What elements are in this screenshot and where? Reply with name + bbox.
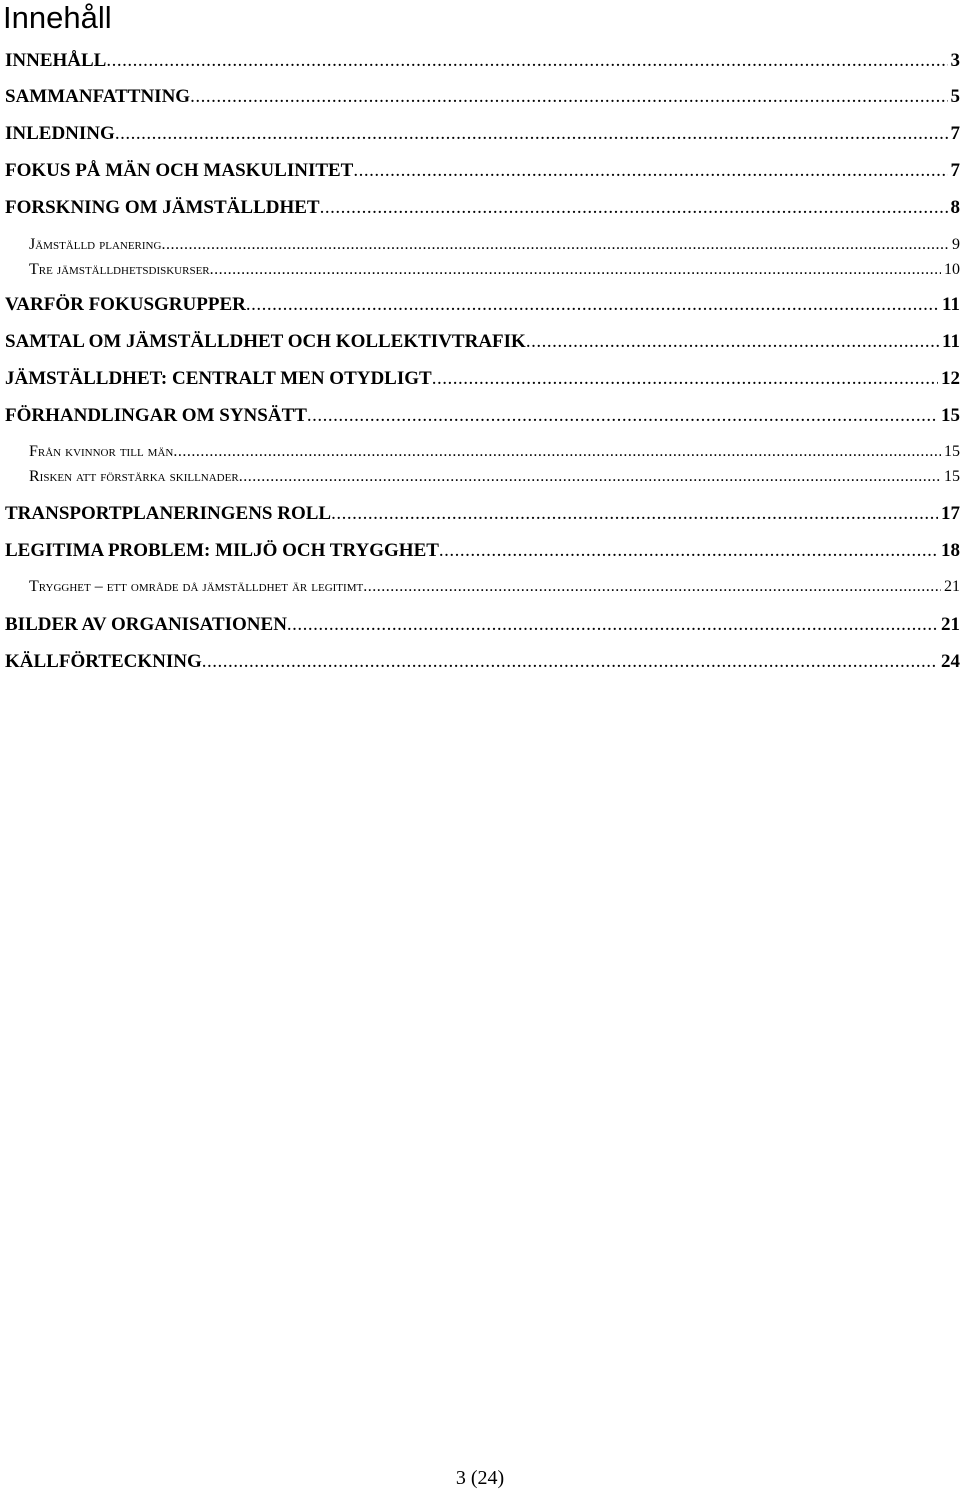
toc-entry-page: 7 <box>950 160 960 181</box>
toc-leader-dots <box>432 368 938 390</box>
toc-entry-label: LEGITIMA PROBLEM: MILJÖ OCH TRYGGHET <box>5 540 439 561</box>
toc-entry[interactable] <box>5 86 960 108</box>
toc-entry[interactable] <box>5 294 960 316</box>
page-heading: Innehåll <box>3 0 112 35</box>
toc-entry[interactable] <box>5 50 960 72</box>
toc-entry-label: FOKUS PÅ MÄN OCH MASKULINITET <box>5 160 354 181</box>
toc-entry-label: BILDER AV ORGANISATIONEN <box>5 614 287 635</box>
toc-entry-label: FÖRHANDLINGAR OM SYNSÄTT <box>5 405 307 426</box>
toc-entry[interactable] <box>5 160 960 182</box>
toc-entry-page: 18 <box>941 540 960 561</box>
toc-leader-dots <box>239 468 941 486</box>
toc-entry[interactable] <box>5 405 960 427</box>
toc-entry-page: 15 <box>944 468 960 485</box>
toc-entry-page: 21 <box>941 614 960 635</box>
toc-entry-label: Risken att förstärka skillnader <box>29 468 239 485</box>
toc-entry[interactable] <box>5 503 960 525</box>
toc-leader-dots <box>190 86 947 108</box>
toc-leader-dots <box>353 160 947 182</box>
toc-leader-dots <box>363 578 941 596</box>
toc-entry-page: 5 <box>950 86 960 107</box>
toc-entry-page: 15 <box>944 443 960 460</box>
toc-subentry[interactable] <box>29 261 960 279</box>
toc-entry-page: 8 <box>950 197 960 218</box>
toc-leader-dots <box>526 331 939 353</box>
toc-entry-page: 24 <box>941 651 960 672</box>
toc-leader-dots <box>115 123 948 145</box>
toc-leader-dots <box>202 651 938 673</box>
toc-entry-label: Jämställd planering <box>29 236 162 253</box>
toc-entry-page: 7 <box>950 123 960 144</box>
toc-subentry[interactable] <box>29 468 960 486</box>
toc-entry-label: VARFÖR FOKUSGRUPPER <box>5 294 246 315</box>
toc-entry-page: 15 <box>941 405 960 426</box>
toc-entry[interactable] <box>5 614 960 636</box>
toc-subentry[interactable] <box>29 443 960 461</box>
toc-entry[interactable] <box>5 331 960 353</box>
toc-entry[interactable] <box>5 540 960 562</box>
toc-entry-label: Trygghet – ett område då jämställdhet är legitimt <box>29 578 364 595</box>
toc-leader-dots <box>331 503 938 525</box>
table-of-contents <box>5 0 960 700</box>
toc-leader-dots <box>210 261 941 279</box>
toc-leader-dots <box>307 405 938 427</box>
toc-entry-label: SAMTAL OM JÄMSTÄLLDHET OCH KOLLEKTIVTRAFIK <box>5 331 526 352</box>
toc-entry-page: 3 <box>950 50 960 71</box>
toc-leader-dots <box>320 197 948 219</box>
toc-entry-page: 17 <box>941 503 960 524</box>
toc-entry[interactable] <box>5 368 960 390</box>
toc-entry-page: 11 <box>942 331 960 352</box>
toc-entry-label: Tre jämställdhetsdiskurser <box>29 261 210 278</box>
toc-entry-label: JÄMSTÄLLDHET: CENTRALT MEN OTYDLIGT <box>5 368 432 389</box>
toc-entry-label: TRANSPORTPLANERINGENS ROLL <box>5 503 332 524</box>
toc-entry[interactable] <box>5 197 960 219</box>
toc-entry[interactable] <box>5 651 960 673</box>
toc-entry-label: KÄLLFÖRTECKNING <box>5 651 202 672</box>
toc-leader-dots <box>173 443 941 461</box>
toc-entry-page: 10 <box>944 261 960 278</box>
toc-leader-dots <box>439 540 938 562</box>
toc-entry-label: Från kvinnor till män <box>29 443 174 460</box>
toc-entry-label: INNEHÅLL <box>5 50 107 71</box>
toc-entry-page: 9 <box>952 236 960 253</box>
toc-entry-page: 11 <box>942 294 960 315</box>
toc-leader-dots <box>106 50 947 72</box>
toc-entry-page: 12 <box>941 368 960 389</box>
page-number-footer: 3 (24) <box>455 1467 505 1489</box>
toc-subentry[interactable] <box>29 236 960 254</box>
toc-leader-dots <box>246 294 939 316</box>
toc-entry[interactable] <box>5 123 960 145</box>
toc-subentry[interactable] <box>29 578 960 596</box>
toc-entry-page: 21 <box>944 578 960 595</box>
toc-entry-label: INLEDNING <box>5 123 115 144</box>
toc-entry-label: SAMMANFATTNING <box>5 86 191 107</box>
toc-leader-dots <box>287 614 938 636</box>
toc-entry-label: FORSKNING OM JÄMSTÄLLDHET <box>5 197 320 218</box>
toc-leader-dots <box>161 236 949 254</box>
